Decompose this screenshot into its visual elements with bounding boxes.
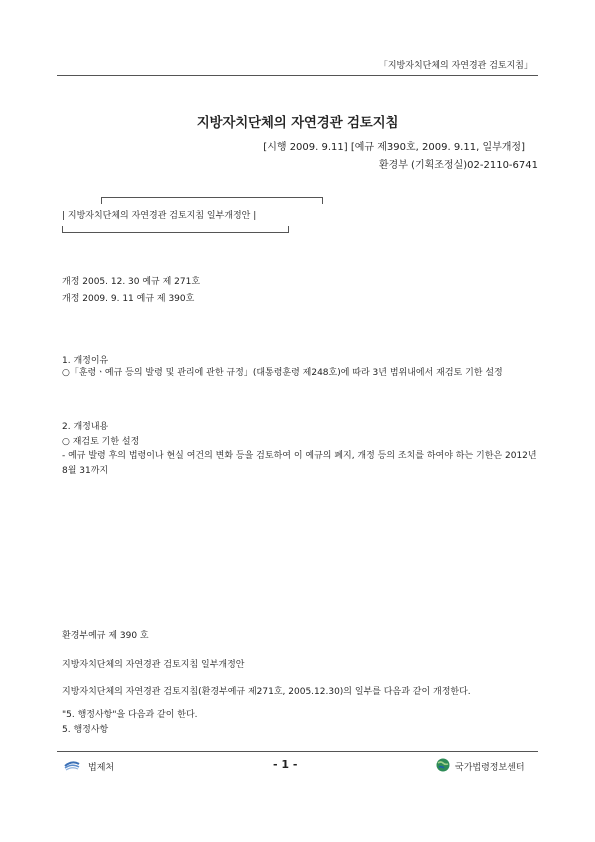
ministry-of-legislation-logo-icon [64, 760, 80, 771]
footer-right-org: 국가법령정보센터 [455, 763, 525, 773]
page-number: - 1 - [273, 758, 298, 771]
amendment-body: 지방자치단체의 자연경관 검토지침(환경부예규 제271호, 2005.12.30)의 일부를 다음과 같이 개정한다. [62, 687, 471, 697]
section-1-heading: 1. 개정이유 [62, 356, 109, 366]
header-document-tag: 「지방자치단체의 자연경관 검토지침」 [378, 61, 533, 71]
decree-number: 환경부예규 제 390 호 [62, 631, 149, 641]
footer-rule [57, 751, 538, 752]
globe-logo-icon [436, 758, 450, 772]
amendment-label-box [62, 203, 289, 227]
amendment-label: | 지방자치단체의 자연경관 검토지침 일부개정안 | [62, 211, 257, 221]
revision-line-1: 개정 2005. 12. 30 예규 제 271호 [62, 277, 201, 287]
header-rule [57, 75, 538, 76]
box-bottom-border [62, 226, 289, 233]
document-title: 지방자치단체의 자연경관 검토지침 [196, 115, 399, 131]
ministry-contact-line: 환경부 (기획조정실)02-2110-6741 [378, 160, 538, 171]
section-2-heading: 2. 개정내용 [62, 422, 109, 432]
amendment-quote: "5. 행정사항"을 다음과 같이 한다. [62, 710, 198, 720]
section-2-item: ○ 재검토 기한 설정 [62, 437, 140, 447]
footer-left-org: 법제처 [88, 763, 115, 773]
amendment-title: 지방자치단체의 자연경관 검토지침 일부개정안 [62, 660, 245, 670]
box-top-border [101, 197, 323, 204]
section-1-body: ○「훈령ㆍ예규 등의 발령 및 관리에 관한 규정」(대통령훈령 제248호)에 따라 3년 범위내에서 재검토 기한 설정 [62, 368, 503, 378]
section-2-body: - 예규 발령 후의 법령이나 현실 여건의 변화 등을 검토하여 이 예규의 폐지, 개정 등의 조치를 하여야 하는 기한은 2012년 8월 31까지 [62, 451, 537, 476]
revision-line-2: 개정 2009. 9. 11 예규 제 390호 [62, 294, 195, 304]
document-meta-line: [시행 2009. 9.11] [예규 제390호, 2009. 9.11, 일부개정] [263, 142, 525, 153]
amendment-item: 5. 행정사항 [62, 725, 109, 735]
